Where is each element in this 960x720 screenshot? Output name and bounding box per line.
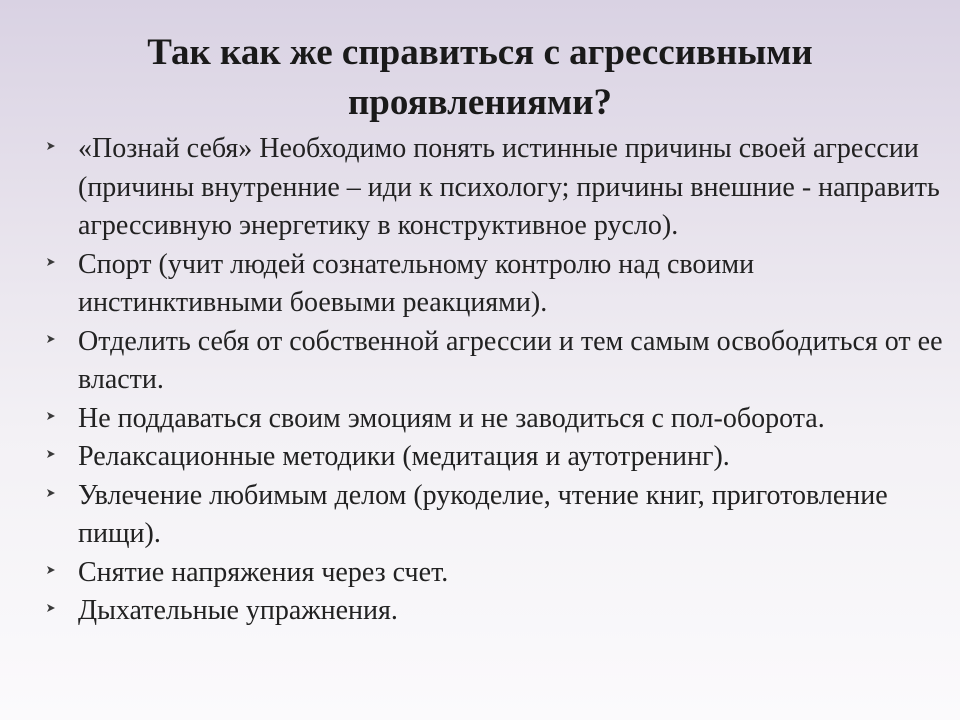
arrowhead-bullet-icon — [46, 592, 60, 630]
bullet-text: Отделить себя от собственной агрессии и тем самым освободиться от ее власти. — [78, 325, 943, 395]
bullet-item — [44, 554, 944, 593]
bullet-text: Увлечение любимым делом (рукоделие, чтение книг, приготовление пищи). — [78, 479, 888, 549]
bullet-item — [44, 246, 944, 323]
bullet-list — [44, 130, 944, 631]
bullet-text: Снятие напряжения через счет. — [78, 556, 449, 588]
bullet-text: Спорт (учит людей сознательному контролю над своими инстинктивными боевыми реакциями). — [78, 248, 755, 318]
bullet-text: Релаксационные методики (медитация и аутотренинг). — [78, 441, 730, 472]
bullet-item — [44, 438, 944, 477]
arrowhead-bullet-icon — [46, 554, 60, 592]
bullet-text: «Познай себя» Необходимо понять истинные причины своей агрессии (причины внутренние – иди к психологу; причины внешние - направить агрессивную энергетику в конструктивное русло). — [78, 133, 940, 241]
bullet-text: Дыхательные упражнения. — [78, 595, 398, 626]
bullet-item — [44, 130, 944, 246]
bullet-item — [44, 592, 944, 631]
bullet-item — [44, 477, 944, 554]
arrowhead-bullet-icon — [46, 438, 60, 476]
title-line-1: Так как же справиться с агрессивными — [147, 32, 813, 73]
arrowhead-bullet-icon — [46, 246, 60, 284]
arrowhead-bullet-icon — [46, 400, 60, 438]
bullet-item — [44, 323, 944, 400]
bullet-item — [44, 400, 944, 439]
title-line-2: проявлениями? — [347, 82, 613, 123]
bullet-text: Не поддаваться своим эмоциям и не заводиться с пол-оборота. — [78, 402, 825, 434]
arrowhead-bullet-icon — [46, 130, 60, 168]
slide-title — [40, 28, 920, 128]
arrowhead-bullet-icon — [46, 323, 60, 361]
arrowhead-bullet-icon — [46, 477, 60, 515]
